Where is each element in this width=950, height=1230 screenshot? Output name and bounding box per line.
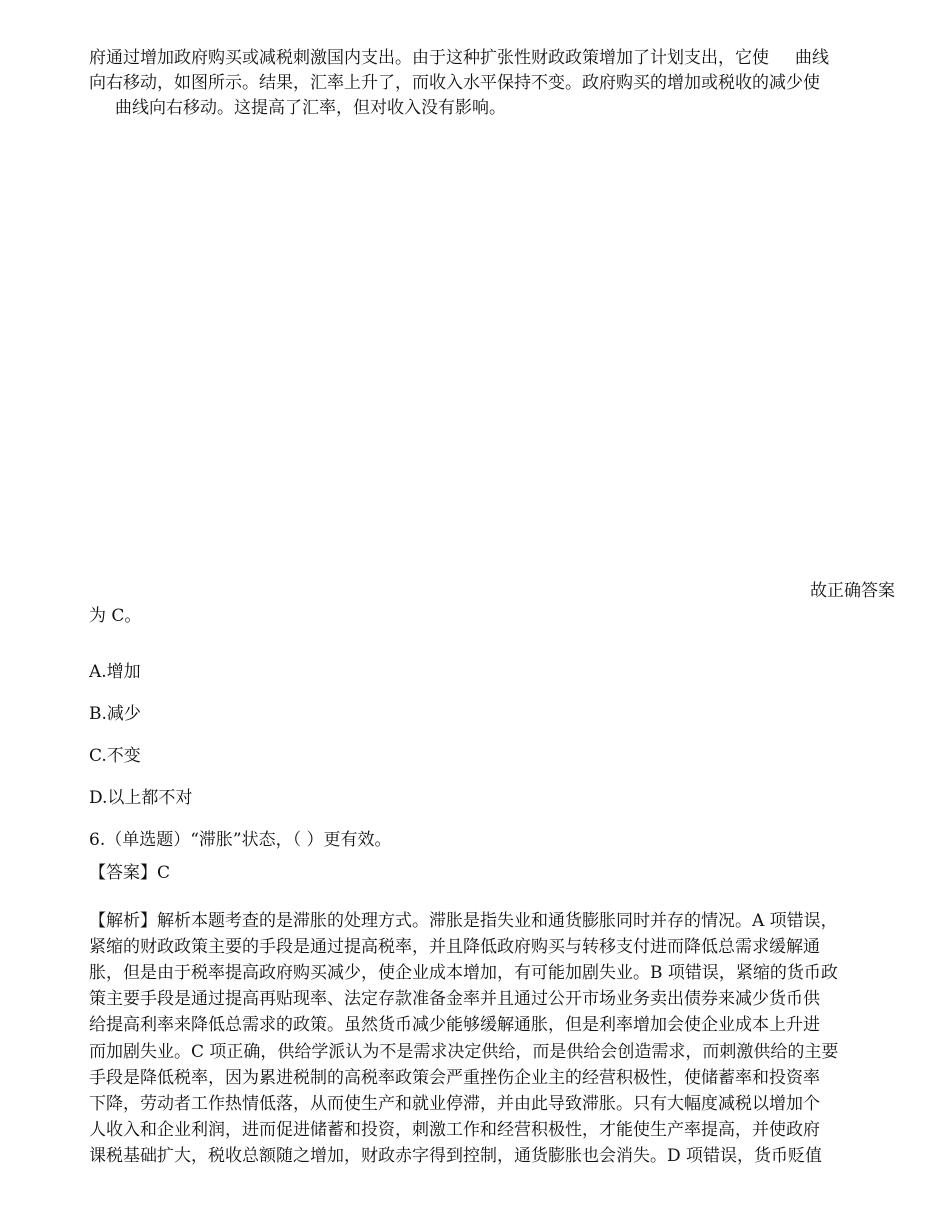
intro-line-2: 向右移动，如图所示。结果，汇率上升了，而收入水平保持不变。政府购买的增加或税收的减少使 — [89, 73, 820, 93]
analysis-line: 给提高利率来降低总需求的政策。虽然货币减少能够缓解通胀，但是利率增加会使企业成本上升进 — [89, 1015, 820, 1035]
intro-line-3-text: 曲线向右移动。这提高了汇率，但对收入没有影响。 — [115, 98, 506, 118]
intro-line-1 — [89, 46, 829, 70]
analysis-line: 手段是降低税率，因为累进税制的高税率政策会严重挫伤企业主的经营积极性，使储蓄率和投资率 — [89, 1068, 820, 1088]
conclusion-line-2: 为 C。 — [89, 606, 142, 626]
intro-line-3 — [89, 96, 506, 120]
analysis-line: 策主要手段是通过提高再贴现率、法定存款准备金率并且通过公开市场业务卖出债券来减少货币供 — [89, 989, 820, 1009]
option-c: C.不变 — [89, 746, 141, 766]
analysis-line: 【解析】解析本题考查的是滞胀的处理方式。滞胀是指失业和通货膨胀同时并存的情况。A 项错误， — [89, 911, 838, 931]
option-b: B.减少 — [89, 704, 141, 724]
analysis-line: 下降，劳动者工作热情低落，从而使生产和就业停滞，并由此导致滞胀。只有大幅度减税以增加个 — [89, 1094, 820, 1114]
analysis-line: 胀，但是由于税率提高政府购买减少，使企业成本增加，有可能加剧失业。B 项错误，紧缩的货币政 — [89, 963, 838, 983]
conclusion-line-1: 故正确答案 — [810, 581, 895, 601]
analysis-line: 而加剧失业。C 项正确，供给学派认为不是需求决定供给，而是供给会创造需求，而刺激供给的主要 — [89, 1042, 839, 1062]
intro-line-1-text: 府通过增加政府购买或减税刺激国内支出。由于这种扩张性财政政策增加了计划支出，它使 — [89, 48, 769, 68]
analysis-line: 紧缩的财政政策主要的手段是通过提高税率，并且降低政府购买与转移支付进而降低总需求缓解通 — [89, 937, 820, 957]
option-d: D.以上都不对 — [89, 788, 193, 808]
figure-placeholder — [89, 128, 895, 568]
question-6-answer: 【答案】C — [89, 863, 171, 883]
option-a: A.增加 — [89, 662, 141, 682]
analysis-line: 人收入和企业利润，进而促进储蓄和投资，刺激工作和经营积极性，才能使生产率提高，并使政府 — [89, 1120, 820, 1140]
question-6-stem: 6.（单选题）“滞胀”状态，（ ）更有效。 — [89, 830, 392, 850]
intro-line-1-tail: 曲线 — [795, 48, 829, 68]
analysis-line: 课税基础扩大，税收总额随之增加，财政赤字得到控制，通货膨胀也会消失。D 项错误，货币贬值 — [89, 1146, 823, 1166]
